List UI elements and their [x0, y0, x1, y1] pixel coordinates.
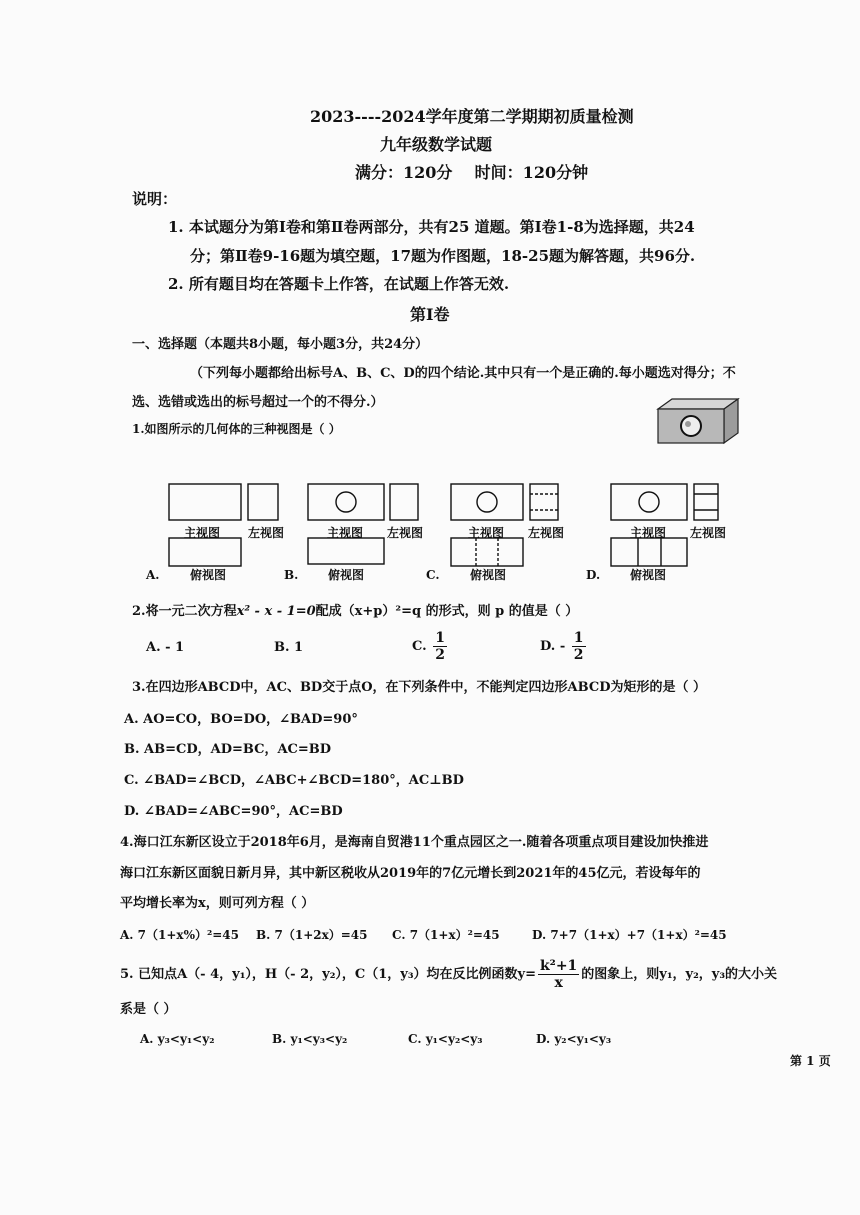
option-b-main-view [308, 484, 384, 520]
option-b-top-view-label: 俯视图 [328, 568, 365, 582]
option-a-left-view-label: 左视图 [248, 526, 285, 540]
section-heading: 一、选择题（本题共8小题，每小题3分，共24分） [132, 337, 429, 352]
option-b-label: B. [284, 568, 299, 582]
question-5-fraction [538, 958, 579, 991]
option-a-top-view-label: 俯视图 [190, 568, 227, 582]
option-a-top-view [169, 538, 241, 566]
section-note-line-2: 选、选错或选出的标号超过一个的不得分.） [132, 395, 384, 410]
option-d-label: D. [586, 568, 601, 582]
question-5-option-b: B. y₁<y₃<y₂ [272, 1032, 348, 1046]
section-note-line-1: （下列每小题都给出标号A、B、C、D的四个结论.其中只有一个是正确的.每小题选对得分；不 [190, 366, 736, 381]
question-3-option-a: A. AO=CO，BO=DO，∠BAD=90° [124, 712, 358, 727]
question-5-line-2: 系是（ ） [120, 1002, 177, 1017]
question-3-stem: 3.在四边形ABCD中，AC、BD交于点O，在下列条件中，不能判定四边形ABCD为矩形的是（ ） [132, 680, 706, 695]
option-d-hole-circle [639, 492, 659, 512]
geometry-solid-image [652, 397, 740, 445]
question-3-option-b: B. AB=CD，AD=BC，AC=BD [124, 742, 332, 757]
question-5-stem-prefix: 5. 已知点A（- 4，y₁），H（- 2，y₂），C（1，y₃）均在反比例函数y= [120, 967, 536, 982]
option-a-main-view-label: 主视图 [184, 526, 221, 540]
option-a-label: A. [146, 568, 160, 582]
option-c-top-view-label: 俯视图 [470, 568, 507, 582]
question-4-option-c: C. 7（1+x）²=45 [392, 928, 500, 942]
fraction-numerator: 1 [573, 630, 584, 646]
question-2-option-b: B. 1 [274, 640, 304, 655]
option-c-hole-circle [477, 492, 497, 512]
question-2-stem-prefix: 2.将一元二次方程 [132, 604, 237, 619]
option-d-main-view [611, 484, 687, 520]
question-5-stem-suffix: 的图象上，则y₁，y₂，y₃的大小关 [581, 967, 778, 982]
instruction-item-2: 2. 所有题目均在答题卡上作答，在试题上作答无效. [168, 275, 510, 293]
option-c-left-view [530, 484, 558, 520]
option-c-left-view-label: 左视图 [528, 526, 565, 540]
instructions-label: 说明： [132, 190, 178, 208]
option-b-hole-circle [336, 492, 356, 512]
option-c-top-view [451, 538, 523, 566]
score-time: 满分：120分 时间：120分钟 [355, 163, 589, 182]
question-5-option-d: D. y₂<y₁<y₃ [536, 1032, 612, 1046]
option-d-top-view [611, 538, 687, 566]
question-2-stem-mid: 配成（x+p） [315, 604, 396, 619]
option-d-left-view [694, 484, 718, 520]
page-number: 第 1 页 [790, 1054, 831, 1068]
option-b-top-view [308, 538, 384, 564]
exam-subtitle: 九年级数学试题 [380, 135, 493, 154]
question-5-stem [120, 958, 777, 991]
question-4-option-d: D. 7+7（1+x）+7（1+x）²=45 [532, 928, 727, 942]
question-2-equation: x² - x - 1=0 [236, 604, 316, 619]
instruction-item-1-cont: 分；第Ⅱ卷9-16题为填空题，17题为作图题，18-25题为解答题，共96分. [190, 247, 696, 265]
question-3-option-d: D. ∠BAD=∠ABC=90°，AC=BD [124, 804, 343, 819]
option-d-main-view-label: 主视图 [630, 526, 667, 540]
question-1-stem: 1.如图所示的几何体的三种视图是（ ） [132, 422, 341, 436]
question-4-line-3: 平均增长率为x，则可列方程（ ） [120, 896, 315, 911]
fraction-denominator: 2 [435, 647, 445, 663]
fraction-denominator: 2 [573, 647, 584, 663]
option-d-left-view-label: 左视图 [690, 526, 727, 540]
question-4-line-2: 海口江东新区面貌日新月异，其中新区税收从2019年的7亿元增长到2021年的45亿元，若设每年的 [120, 866, 701, 881]
question-4-line-1: 4.海口江东新区设立于2018年6月，是海南自贸港11个重点园区之一.随着各项重点项目建设加快推进 [120, 835, 709, 850]
option-c-main-view [451, 484, 523, 520]
question-4-option-a: A. 7（1+x%）²=45 [120, 928, 239, 942]
exam-title: 2023----2024学年度第二学期期初质量检测 [310, 107, 634, 126]
question-2-option-c [412, 630, 449, 663]
option-b-main-view-label: 主视图 [327, 526, 364, 540]
fraction-numerator: k²+1 [539, 958, 578, 974]
fraction-numerator: 1 [435, 630, 445, 646]
question-2-option-c-label: C. [412, 639, 427, 654]
question-2-option-d [540, 630, 588, 663]
question-5-option-c: C. y₁<y₂<y₃ [408, 1032, 483, 1046]
option-a-main-view [169, 484, 241, 520]
option-c-label: C. [426, 568, 440, 582]
fraction-denominator: x [554, 975, 563, 991]
option-b-left-view [390, 484, 418, 520]
question-5-option-a: A. y₃<y₁<y₂ [140, 1032, 215, 1046]
question-2-stem [132, 600, 578, 619]
question-4-option-b: B. 7（1+2x）=45 [256, 928, 368, 942]
option-a-left-view [248, 484, 278, 520]
volume-heading: 第Ⅰ卷 [410, 305, 450, 324]
option-b-left-view-label: 左视图 [387, 526, 424, 540]
instruction-item-1: 1. 本试题分为第Ⅰ卷和第Ⅱ卷两部分，共有25 道题。第Ⅰ卷1-8为选择题，共24 [168, 218, 695, 236]
question-2-option-a: A. - 1 [146, 640, 185, 655]
question-3-option-c: C. ∠BAD=∠BCD，∠ABC+∠BCD=180°，AC⊥BD [124, 773, 464, 788]
option-c-main-view-label: 主视图 [468, 526, 505, 540]
question-2-option-d-label: D. - [540, 639, 566, 654]
question-2-option-d-fraction [572, 630, 586, 663]
question-2-option-c-fraction [433, 630, 447, 663]
question-2-stem-suffix: ²=q 的形式，则 p 的值是（ ） [395, 604, 579, 619]
option-d-top-view-label: 俯视图 [630, 568, 667, 582]
